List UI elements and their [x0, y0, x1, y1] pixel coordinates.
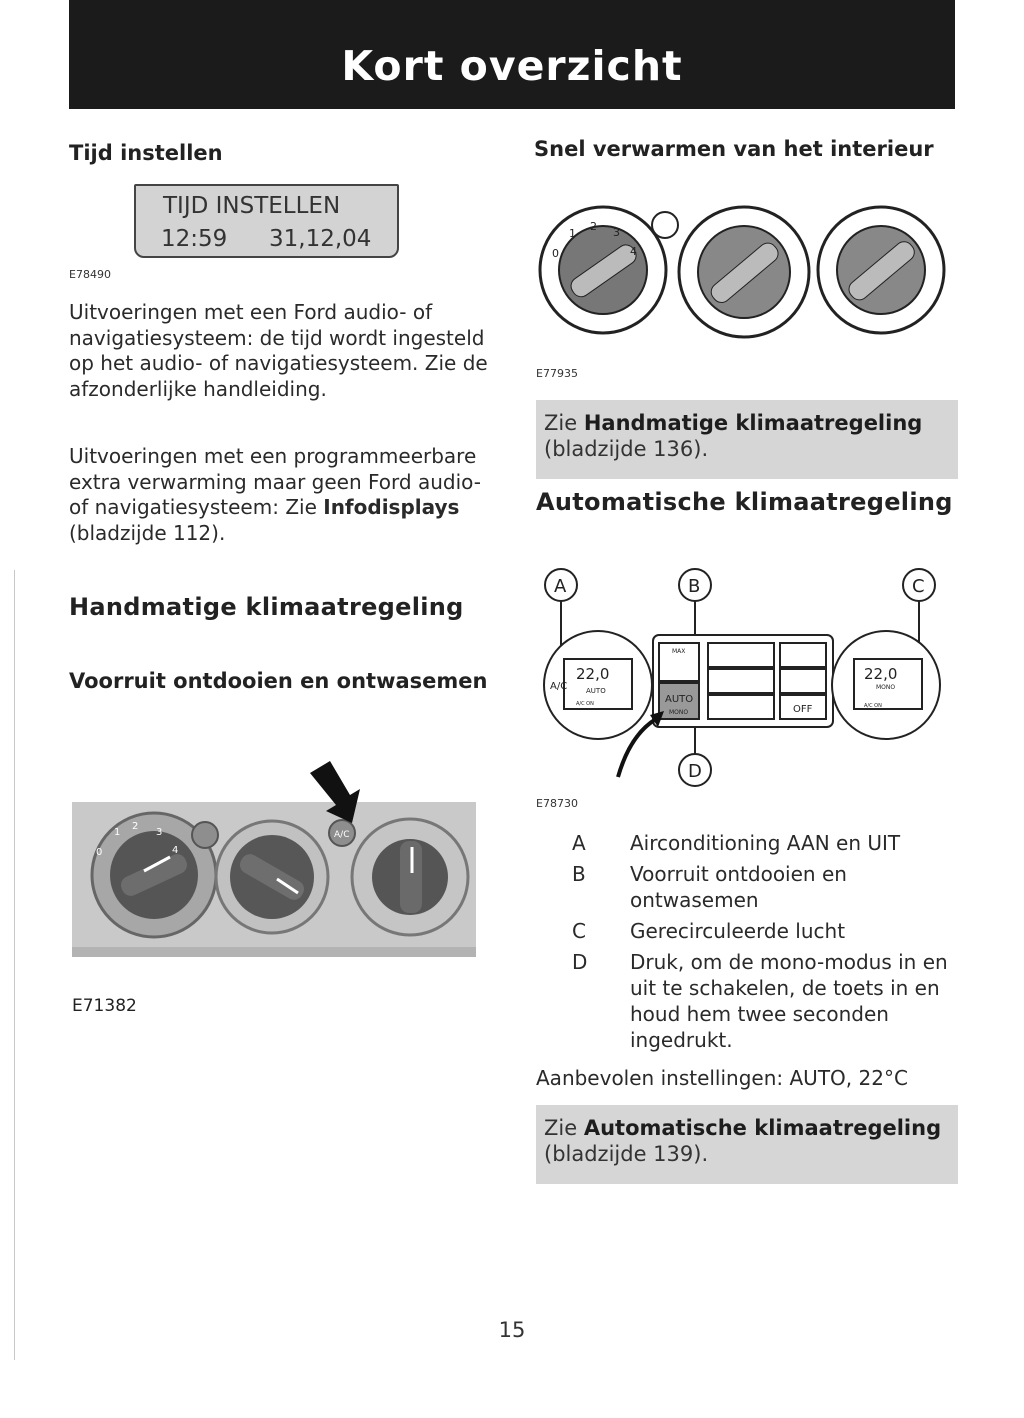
voorruit-heading: Voorruit ontdooien en ontwasemen — [69, 669, 488, 693]
svg-text:2: 2 — [590, 220, 597, 233]
svg-text:A: A — [554, 576, 567, 597]
svg-text:4: 4 — [172, 845, 179, 856]
snel-heading: Snel verwarmen van het interieur — [534, 137, 934, 161]
svg-text:MONO: MONO — [669, 709, 689, 716]
svg-text:AUTO: AUTO — [586, 687, 606, 695]
airflow-knob — [352, 819, 468, 935]
airflow-knob — [818, 207, 944, 333]
svg-text:OFF: OFF — [793, 704, 813, 715]
reference-box-manual: Zie Handmatige klimaatregeling (bladzijde 136). — [536, 400, 958, 479]
legend-item: D Druk, om de mono-modus in en uit te schakelen, de toets in en houd hem twee seconden ingedrukt. — [572, 950, 948, 1052]
svg-text:A/C: A/C — [550, 681, 568, 692]
handmatig-heading: Handmatige klimaatregeling — [69, 593, 464, 621]
auto-climate-illustration — [538, 565, 948, 790]
page-header — [69, 0, 955, 109]
tijd-heading: Tijd instellen — [69, 141, 223, 165]
page-title: Kort overzicht — [341, 42, 683, 90]
link-auto-climate[interactable]: Automatische klimaatregeling — [583, 1116, 942, 1140]
display-date: 31,12,04 — [269, 226, 372, 252]
recommended-settings: Aanbevolen instellingen: AUTO, 22°C — [536, 1066, 908, 1090]
fan-speed-knob — [540, 207, 666, 333]
airflow-button-2[interactable] — [708, 669, 774, 693]
svg-text:1: 1 — [569, 227, 576, 240]
ac-label: A/C — [334, 830, 350, 840]
svg-text:A/C ON: A/C ON — [864, 703, 882, 709]
svg-text:C: C — [912, 576, 925, 597]
paragraph-heater: Uitvoeringen met een programmeerbare extra verwarming maar geen Ford audio- of navigatiesysteem: Zie Infodisplays (bladzijde 112). — [69, 444, 481, 545]
svg-text:3: 3 — [613, 226, 620, 239]
recirculation-button[interactable] — [192, 822, 218, 848]
paragraph-audio: Uitvoeringen met een Ford audio- of navigatiesysteem: de tijd wordt ingesteld op het audio- of navigatiesysteem. Zie de afzonderlijke handleiding. — [69, 300, 488, 401]
recirculation-button[interactable] — [652, 212, 678, 238]
display-line-1: TIJD INSTELLEN — [163, 193, 341, 219]
legend-item: B Voorruit ontdooien en ontwasemen — [572, 862, 847, 912]
figure-id: E78490 — [69, 268, 111, 281]
fan-down-button[interactable] — [780, 669, 826, 693]
svg-text:B: B — [688, 576, 701, 597]
svg-text:MONO: MONO — [876, 684, 896, 691]
svg-text:4: 4 — [630, 245, 637, 258]
svg-text:22,0: 22,0 — [864, 665, 898, 683]
figure-id: E71382 — [72, 996, 137, 1016]
legend-list — [570, 830, 960, 1058]
svg-text:0: 0 — [552, 247, 559, 260]
figure-id: E78730 — [536, 797, 578, 810]
airflow-button-1[interactable] — [708, 643, 774, 667]
svg-text:D: D — [688, 761, 702, 782]
legend-item: A Airconditioning AAN en UIT — [572, 831, 901, 855]
svg-text:A/C ON: A/C ON — [576, 701, 594, 707]
reference-box-auto: Zie Automatische klimaatregeling (bladzijde 139). — [536, 1105, 958, 1184]
page-number: 15 — [498, 1318, 526, 1342]
svg-text:2: 2 — [132, 821, 139, 832]
link-infodisplays[interactable]: Infodisplays — [323, 495, 460, 520]
fan-up-button[interactable] — [780, 643, 826, 667]
temperature-knob — [216, 821, 328, 933]
link-manual-climate[interactable]: Handmatige klimaatregeling — [583, 411, 923, 435]
airflow-button-3[interactable] — [708, 695, 774, 719]
svg-text:22,0: 22,0 — [576, 665, 610, 683]
legend-item: C Gerecirculeerde lucht — [572, 919, 846, 943]
temperature-knob — [679, 207, 809, 337]
clock-display — [134, 184, 399, 258]
figure-id: E77935 — [536, 367, 578, 380]
svg-text:AUTO: AUTO — [665, 694, 694, 705]
auto-heading: Automatische klimaatregeling — [536, 488, 953, 516]
display-time: 12:59 — [161, 226, 228, 252]
svg-text:0: 0 — [96, 847, 103, 858]
margin-rule — [14, 570, 15, 1360]
manual-climate-illustration — [72, 755, 478, 965]
svg-text:3: 3 — [156, 827, 163, 838]
heating-knobs-illustration — [536, 205, 946, 345]
svg-text:1: 1 — [114, 827, 121, 838]
svg-text:MAX: MAX — [672, 648, 686, 655]
